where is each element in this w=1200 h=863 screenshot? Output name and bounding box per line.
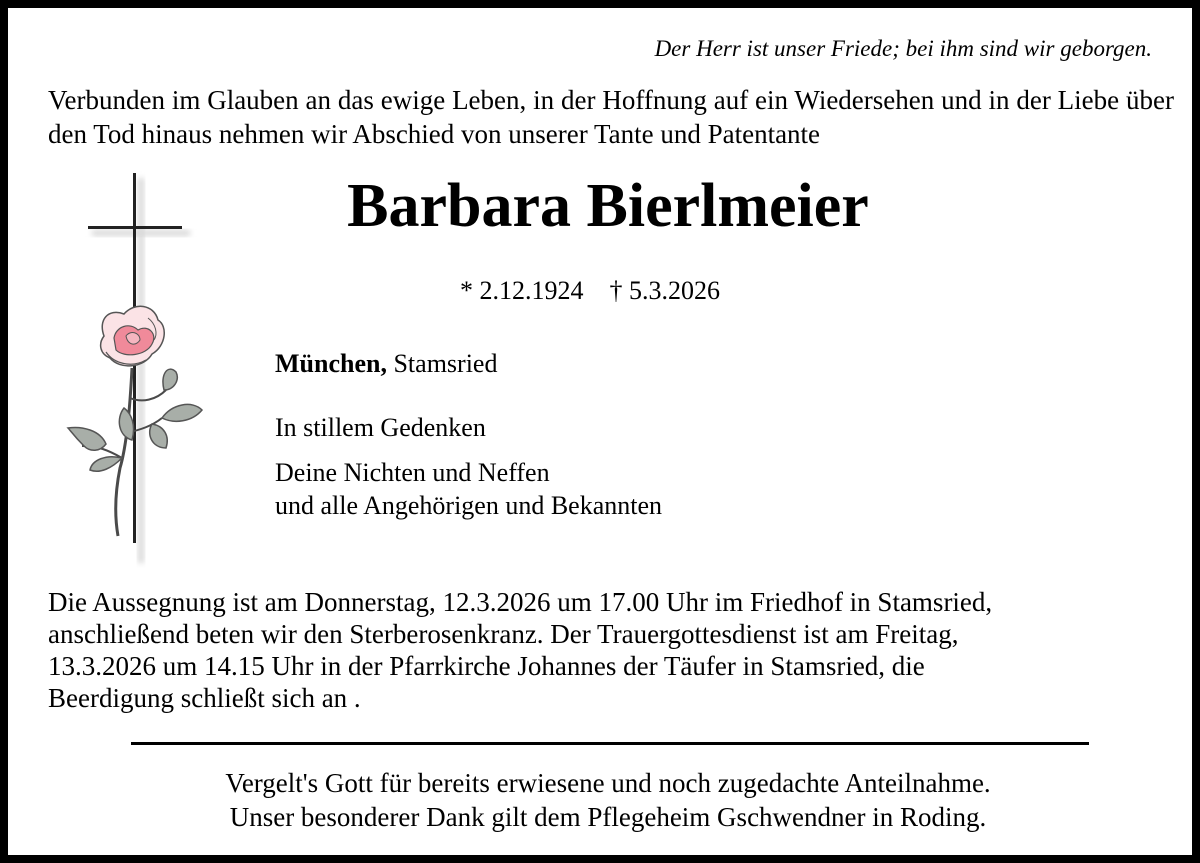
residence-places <box>275 349 497 379</box>
motto-verse: Der Herr ist unser Friede; bei ihm sind wir geborgen. <box>654 36 1152 61</box>
memory-line: In stillem Gedenken <box>275 413 486 442</box>
ceremony-line-3: 13.3.2026 um 14.15 Uhr in der Pfarrkirche Johannes der Täufer in Stamsried, die <box>48 651 925 681</box>
thanks-line-1: Vergelt's Gott für bereits erwiesene und noch zugedachte Anteilnahme. <box>225 768 991 798</box>
thanks-text <box>108 766 1108 834</box>
mourners-line-2: und alle Angehörigen und Bekannten <box>275 491 663 520</box>
mourners <box>275 456 662 522</box>
thanks-line-2: Unser besonderer Dank gilt dem Pflegeheim Gschwendner in Roding. <box>229 802 987 832</box>
life-dates <box>460 276 720 306</box>
cross-with-rose-icon <box>60 168 220 568</box>
ceremony-line-2: anschließend beten wir den Sterberosenkranz. Der Trauergottesdienst ist am Freitag, <box>48 619 959 649</box>
place-secondary: Stamsried <box>393 349 498 378</box>
ceremony-line-1: Die Aussegnung ist am Donnerstag, 12.3.2026 um 17.00 Uhr im Friedhof in Stamsried, <box>48 587 993 617</box>
intro-text: Verbunden im Glauben an das ewige Leben, in der Hoffnung auf ein Wiedersehen und in der Liebe über den Tod hinaus nehmen wir Abschied von unserer Tante und Patentante <box>48 85 1174 149</box>
divider-line <box>131 742 1089 745</box>
birth-date: * 2.12.1924 <box>460 276 584 305</box>
ceremony-line-4: Beerdigung schließt sich an . <box>48 683 361 713</box>
place-primary: München, <box>275 349 387 378</box>
ceremony-details <box>48 586 1174 714</box>
deceased-name: Barbara Bierlmeier <box>347 172 869 240</box>
mourners-line-1: Deine Nichten und Neffen <box>275 458 550 487</box>
death-date: † 5.3.2026 <box>609 276 720 305</box>
